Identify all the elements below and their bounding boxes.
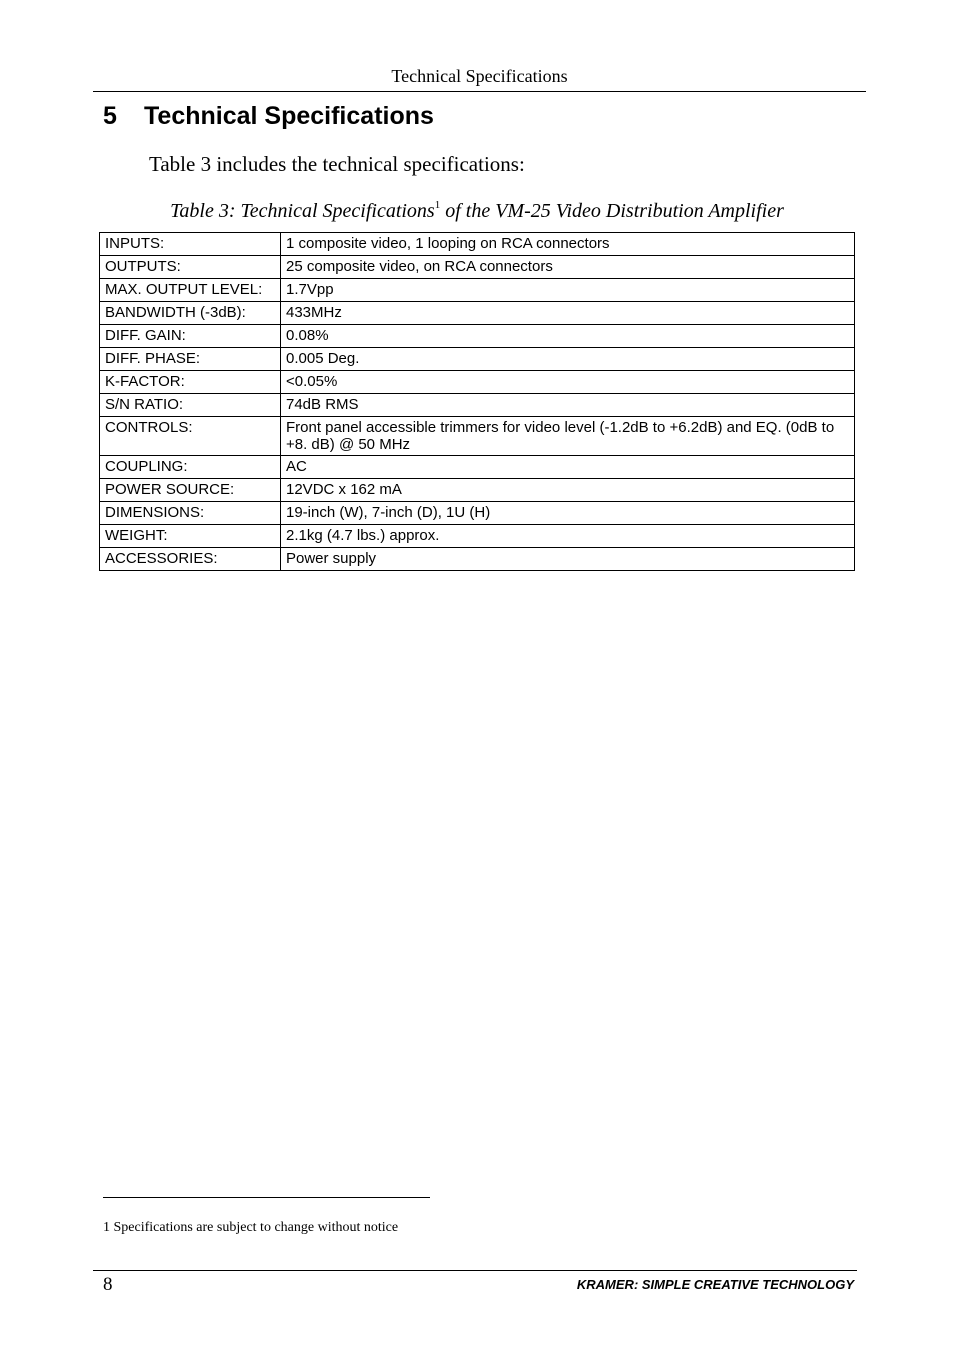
spec-label: CONTROLS: (100, 417, 281, 456)
spec-value: <0.05% (281, 371, 855, 394)
spec-label: DIFF. GAIN: (100, 325, 281, 348)
spec-value: 2.1kg (4.7 lbs.) approx. (281, 525, 855, 548)
spec-label: MAX. OUTPUT LEVEL: (100, 279, 281, 302)
spec-label: WEIGHT: (100, 525, 281, 548)
table-row (100, 279, 855, 302)
specifications-table-body (100, 233, 855, 571)
footnote: 1 Specifications are subject to change without notice (103, 1220, 399, 1235)
spec-value: 19-inch (W), 7-inch (D), 1U (H) (281, 502, 855, 525)
spec-value: 0.005 Deg. (281, 348, 855, 371)
footer-rule (93, 1270, 857, 1271)
spec-value: 1 composite video, 1 looping on RCA connectors (281, 233, 855, 256)
section-title (103, 100, 434, 132)
intro-paragraph: Table 3 includes the technical specifications: (149, 152, 525, 176)
section-number: 5 (103, 102, 117, 130)
caption-text-end: of the VM-25 Video Distribution Amplifier (440, 200, 784, 222)
table-row (100, 394, 855, 417)
spec-value: Front panel accessible trimmers for video level (-1.2dB to +6.2dB) and EQ. (0dB to +8. dB) @ 50 MHz (281, 417, 855, 456)
table-row (100, 233, 855, 256)
spec-value: 74dB RMS (281, 394, 855, 417)
table-row (100, 371, 855, 394)
table-row (100, 325, 855, 348)
table-row (100, 456, 855, 479)
section-title-text: Technical Specifications (144, 102, 434, 130)
table-row (100, 525, 855, 548)
spec-value: 0.08% (281, 325, 855, 348)
page-number: 8 (103, 1274, 113, 1295)
table-row (100, 548, 855, 571)
caption-text-start: Table 3: Technical Specifications (170, 200, 435, 222)
spec-label: ACCESSORIES: (100, 548, 281, 571)
table-row (100, 302, 855, 325)
spec-value: 433MHz (281, 302, 855, 325)
footnote-separator (103, 1197, 430, 1198)
spec-value: 12VDC x 162 mA (281, 479, 855, 502)
spec-value: AC (281, 456, 855, 479)
table-row (100, 417, 855, 456)
spec-value: 25 composite video, on RCA connectors (281, 256, 855, 279)
spec-label: DIFF. PHASE: (100, 348, 281, 371)
spec-label: DIMENSIONS: (100, 502, 281, 525)
table-row (100, 348, 855, 371)
spec-label: POWER SOURCE: (100, 479, 281, 502)
footer-brand: KRAMER: SIMPLE CREATIVE TECHNOLOGY (576, 1277, 854, 1292)
spec-value: 1.7Vpp (281, 279, 855, 302)
spec-label: COUPLING: (100, 456, 281, 479)
spec-label: K-FACTOR: (100, 371, 281, 394)
footnote-reference[interactable]: 1 (434, 199, 441, 211)
spec-label: OUTPUTS: (100, 256, 281, 279)
table-row (100, 256, 855, 279)
table-caption (99, 191, 855, 225)
spec-value: Power supply (281, 548, 855, 571)
specifications-table (99, 232, 855, 571)
running-header: Technical Specifications (93, 66, 866, 92)
table-row (100, 502, 855, 525)
spec-label: S/N RATIO: (100, 394, 281, 417)
table-row (100, 479, 855, 502)
spec-label: INPUTS: (100, 233, 281, 256)
spec-label: BANDWIDTH (-3dB): (100, 302, 281, 325)
